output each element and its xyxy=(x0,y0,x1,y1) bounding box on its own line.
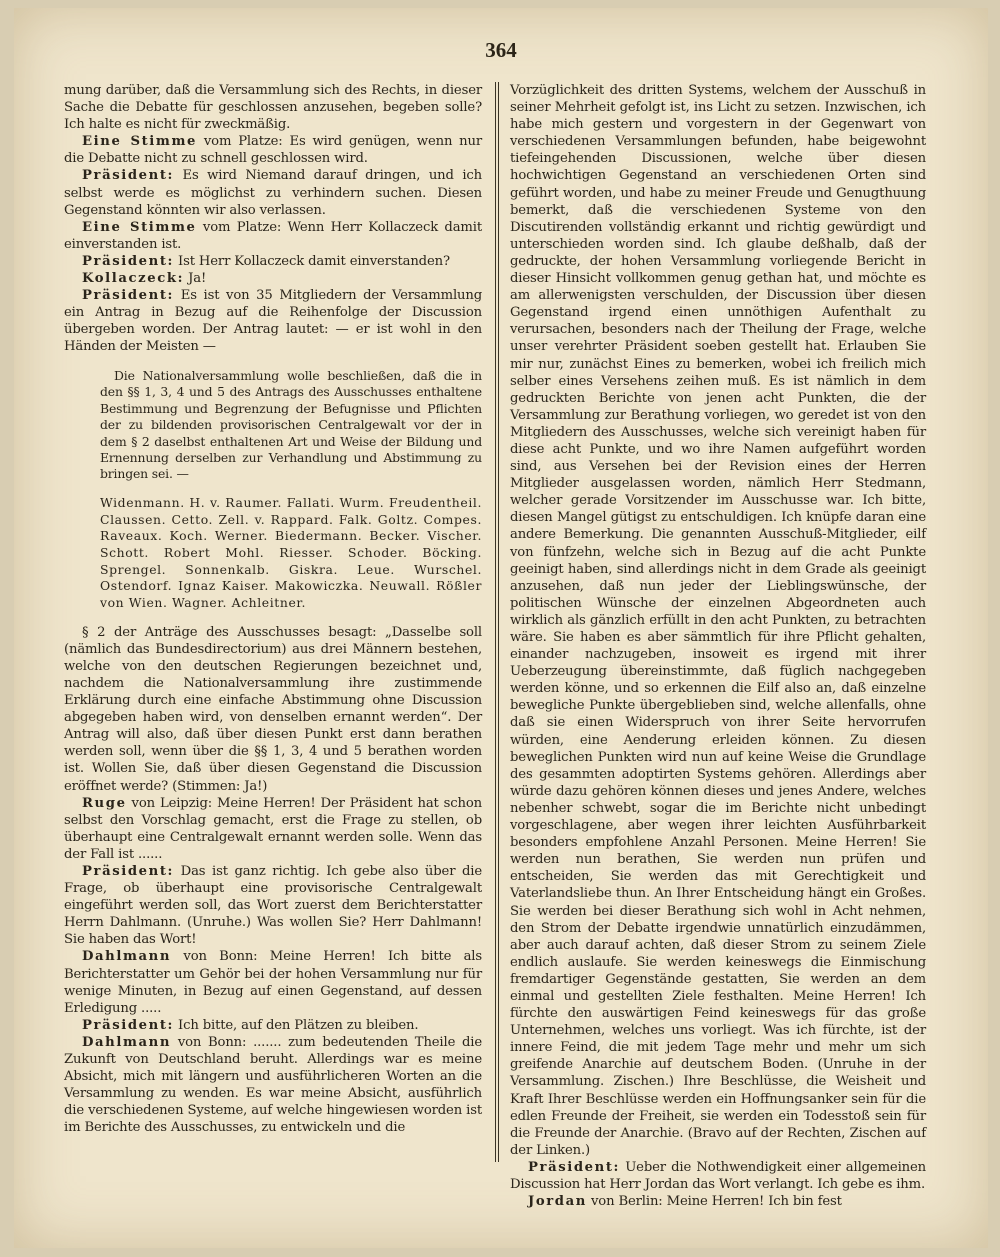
speaker-name: Präsident: xyxy=(82,1017,175,1033)
speaker-name: Präsident: xyxy=(82,863,175,879)
column-divider-second-line xyxy=(498,82,499,1162)
speaker-name: Präsident: xyxy=(82,168,175,184)
signatories-list xyxy=(64,495,482,611)
speaker-name: Präsident: xyxy=(528,1159,621,1175)
paragraph-text: von Bonn: Meine Herren! Ich bitte als Berichterstatter um Gehör bei der hohen Versammlung nur für wenige Minuten, in Bezug auf einen Gegenstand, auf dessen Erledigung ..... xyxy=(64,949,482,1016)
paragraph xyxy=(64,253,482,270)
paragraph-text: Widenmann. H. v. Raumer. Fallati. Wurm. Freudentheil. Claussen. Cetto. Zell. v. Rappard. Falk. Goltz. Compes. Raveaux. Koch. Werner. Biedermann. Becker. Vischer. Schott. Robert Mohl. Riesser. Schoder. Böcking. Sprengel. Sonnenkalb. Giskra. Leue. Wurschel. Ostendorf. Ignaz Kaiser. Makowiczka. Neuwall. Rößler von Wien. Wagner. Achleitner. xyxy=(100,495,482,610)
speaker-name: Präsident: xyxy=(82,253,175,269)
left-column xyxy=(64,82,482,1136)
newspaper-page xyxy=(14,8,988,1248)
paragraph-text: mung darüber, daß die Versammlung sich des Rechts, in dieser Sache die Debatte für geschlossen anzusehen, begeben solle? Ich halte es nicht für zweckmäßig. xyxy=(64,83,482,133)
paragraph-text: vom Platze: Es wird genügen, wenn nur die Debatte nicht zu schnell geschlossen wird. xyxy=(64,134,483,167)
speaker-name: Eine Stimme xyxy=(82,134,197,150)
motion-quote xyxy=(64,368,482,483)
speaker-name: Dahlmann xyxy=(82,949,172,965)
speaker-name: Dahlmann xyxy=(82,1034,172,1050)
paragraph-text: Das ist ganz richtig. Ich gebe also über die Frage, ob überhaupt eine provisorische Centralgewalt eingeführt werden soll, das Wort zuerst dem Berichterstatter Herrn Dahlmann. (Unruhe.) Was wollen Sie? Herr Dahlmann! Sie haben das Wort! xyxy=(64,863,482,948)
paragraph xyxy=(64,270,482,287)
paragraph xyxy=(64,287,482,355)
paragraph-text: von Leipzig: Meine Herren! Der Präsident hat schon selbst den Vorschlag gemacht, erst die Frage zu stellen, ob überhaupt eine Centralgewalt ernannt werden solle. Wenn das der Fall ist ...... xyxy=(64,795,482,862)
speaker-name: Ruge xyxy=(82,795,127,811)
paragraph xyxy=(64,863,482,948)
paragraph-text: von Bonn: ....... zum bedeutenden Theile die Zukunft von Deutschland beruht. Allerdings war es meine Absicht, mich mit längern und ausführlicheren Worten an die Versammlung zu wenden. Es war meine Absicht, ausführlich die verschiedenen Systeme, auf welche hingewiesen worden ist im Berichte des Ausschusses, zu entwickeln und die xyxy=(64,1034,482,1136)
paragraph-text: vom Platze: Wenn Herr Kollaczeck damit einverstanden ist. xyxy=(64,219,483,252)
paragraph xyxy=(64,219,482,253)
column-divider xyxy=(495,82,496,1162)
paragraph-text: von Berlin: Meine Herren! Ich bin fest xyxy=(586,1194,842,1210)
paragraph-text: § 2 der Anträge des Ausschusses besagt: „Dasselbe soll (nämlich das Bundesdirectorium) aus drei Männern bestehen, welche von den deutschen Regierungen bezeichnet und, nachdem die Nationalversammlung ihre zustimmende Erklärung durch eine einfache Abstimmung ohne Discussion abgegeben haben wird, von denselben ernannt werden“. Der Antrag will also, daß über diesen Punkt erst dann berathen werden soll, wenn über die §§ 1, 3, 4 und 5 berathen worden ist. Wollen Sie, daß über diesen Gegenstand die Discussion eröffnet werde? (Stimmen: Ja!) xyxy=(64,624,482,794)
speaker-name: Präsident: xyxy=(82,288,175,304)
paragraph xyxy=(510,82,926,1159)
paragraph xyxy=(64,1034,482,1137)
paragraph-text: Ist Herr Kollaczeck damit einverstanden? xyxy=(174,253,450,269)
paragraph-text: Ja! xyxy=(184,271,207,287)
page-number: 364 xyxy=(485,38,517,62)
right-column xyxy=(510,82,926,1210)
paragraph xyxy=(64,1017,482,1034)
paragraph xyxy=(64,167,482,218)
paragraph xyxy=(64,624,482,795)
speaker-name: Eine Stimme xyxy=(82,219,197,235)
paragraph xyxy=(510,1159,926,1193)
paragraph-text: Ich bitte, auf den Plätzen zu bleiben. xyxy=(174,1017,419,1033)
paragraph xyxy=(64,795,482,863)
paragraph-text: Es wird Niemand darauf dringen, und ich selbst werde es möglichst zu verhindern suchen. Diesen Gegenstand könnten wir also verlassen. xyxy=(64,168,482,218)
paragraph-text: Vorzüglichkeit des dritten Systems, welchem der Ausschuß in seiner Mehrheit gefolgt ist, ins Licht zu setzen. Inzwischen, ich habe mich gestern und vorgestern in der Gegenwart von verschiedenen Versammlungen befunden, habe beigewohnt tiefeingehenden Discussionen, welche über diesen hochwichtigen Gegenstand an verschiedenen Orten sind geführt worden, und habe zu meiner Freude und Genugthuung bemerkt, daß die verschiedenen Systeme von den Discutirenden vollständig erkannt und richtig gewürdigt und unterschieden worden sind. Ich glaube deßhalb, daß der gedruckte, der hohen Versammlung vorliegende Bericht in dieser Hinsicht vollkommen genug gethan hat, und möchte es am allerwenigsten verschulden, der Discussion über diesen Gegenstand irgend einen unnöthigen Aufenthalt zu verursachen, besonders nach der Theilung der Frage, welche unser verehrter Präsident soeben gestellt hat. Erlauben Sie mir nur, zunächst Eines zu bemerken, wobei ich freilich mich selber eines Versehens zeihen muß. Es ist nämlich in dem gedruckten Berichte von jenen acht Punkten, die der Versammlung zur Berathung vorliegen, wo geredet ist von den Mitgliedern des Ausschusses, welche sich vereinigt haben für diese acht Punkte, und wo ihre Namen aufgeführt worden sind, aus Versehen bei der Revision eines der Herren Mitglieder ausgelassen worden, nämlich Herr Stedmann, welcher gerade Vorsitzender im Ausschusse war. Ich bitte, diesen Mangel gütigst zu entschuldigen. Ich knüpfe daran eine andere Bemerkung. Die genannten Ausschuß-Mitglieder, eilf von fünfzehn, welche sich in Bezug auf die acht Punkte geeinigt haben, sind allerdings nicht in dem Grade als geeinigt anzusehen, daß nun jeder der Lieblingswünsche, der politischen Wünsche der einzelnen Abgeordneten auch wirklich als gänzlich erfüllt in den acht Punkten, zu betrachten wäre. Sie haben es aber sämmtlich für ihre Pflicht gehalten, einander nachzugeben, insoweit es irgend mit ihrer Ueberzeugung übereinstimmte, daß füglich nachgegeben werden könne, und so erkennen die Eilf also an, daß einzelne bewegliche Punkte übergeblieben sind, welche allenfalls, ohne daß sie einen Widerspruch von ihrer Seite hervorrufen würden, eine Aenderung erleiden können. Zu diesen beweglichen Punkten wird nun auf keine Weise die Grundlage des gesammten adoptirten Systems gehören. Allerdings aber würde dazu gehören können dieses und jenes Andere, welches nebenher schwebt, sogar die im Berichte nicht unbedingt vorgeschlagene, aber wegen ihrer leichten Ausführbarkeit besonders empfohlene Anzahl Personen. Meine Herren! Sie werden nun berathen, Sie werden nun prüfen und entscheiden, Sie werden das mit Gerechtigkeit und Vaterlandsliebe thun. An Ihrer Entscheidung hängt ein Großes. Sie werden bei dieser Berathung sich wohl in Acht nehmen, den Strom der Debatte irgendwie unnatürlich einzudämmen, aber auch darauf achten, daß dieser Strom zu seinem Ziele endlich auslaufe. Sie werden keineswegs die Einmischung fremdartiger Gegenstände gestatten, Sie werden an dem einmal und gestellten Ziele festhalten. Meine Herren! Ich fürchte den auswärtigen Feind keineswegs für das große Unternehmen, welches uns vorliegt. Was ich fürchte, ist der innere Feind, die mit jedem Tage mehr und mehr um sich greifende Anarchie auf deutschem Boden. (Unruhe in der Versammlung. Zischen.) Ihre Beschlüsse, die Weisheit und Kraft Ihrer Beschlüsse werden ein Hoffnungsanker sein für die edlen Freunde der Freiheit, sie werden ein Todesstoß sein für die Freunde der Anarchie. (Bravo auf der Rechten, Zischen auf der Linken.) xyxy=(510,83,926,1158)
paragraph-text: Die Nationalversammlung wolle beschließen, daß die in den §§ 1, 3, 4 und 5 des Antrags des Ausschusses enthaltene Bestimmung und Begrenzung der Befugnisse und Pflichten der zu bildenden provisorischen Centralgewalt vor der in dem § 2 daselbst enthaltenen Art und Weise der Bildung und Ernennung derselben zur Verhandlung und Abstimmung zu bringen sei. — xyxy=(100,367,482,482)
speaker-name: Kollaczeck: xyxy=(82,271,185,287)
speaker-name: Jordan xyxy=(528,1194,587,1210)
paragraph-text: Es ist von 35 Mitgliedern der Versammlung ein Antrag in Bezug auf die Reihenfolge der Discussion übergeben worden. Der Antrag lautet: — er ist wohl in den Händen der Meisten — xyxy=(64,288,482,355)
paragraph xyxy=(510,1193,926,1210)
paragraph xyxy=(64,82,482,133)
paragraph-text: Ueber die Nothwendigkeit einer allgemeinen Discussion hat Herr Jordan das Wort verlangt. Ich gebe es ihm. xyxy=(510,1159,926,1192)
paragraph xyxy=(64,948,482,1016)
paragraph xyxy=(64,133,482,167)
